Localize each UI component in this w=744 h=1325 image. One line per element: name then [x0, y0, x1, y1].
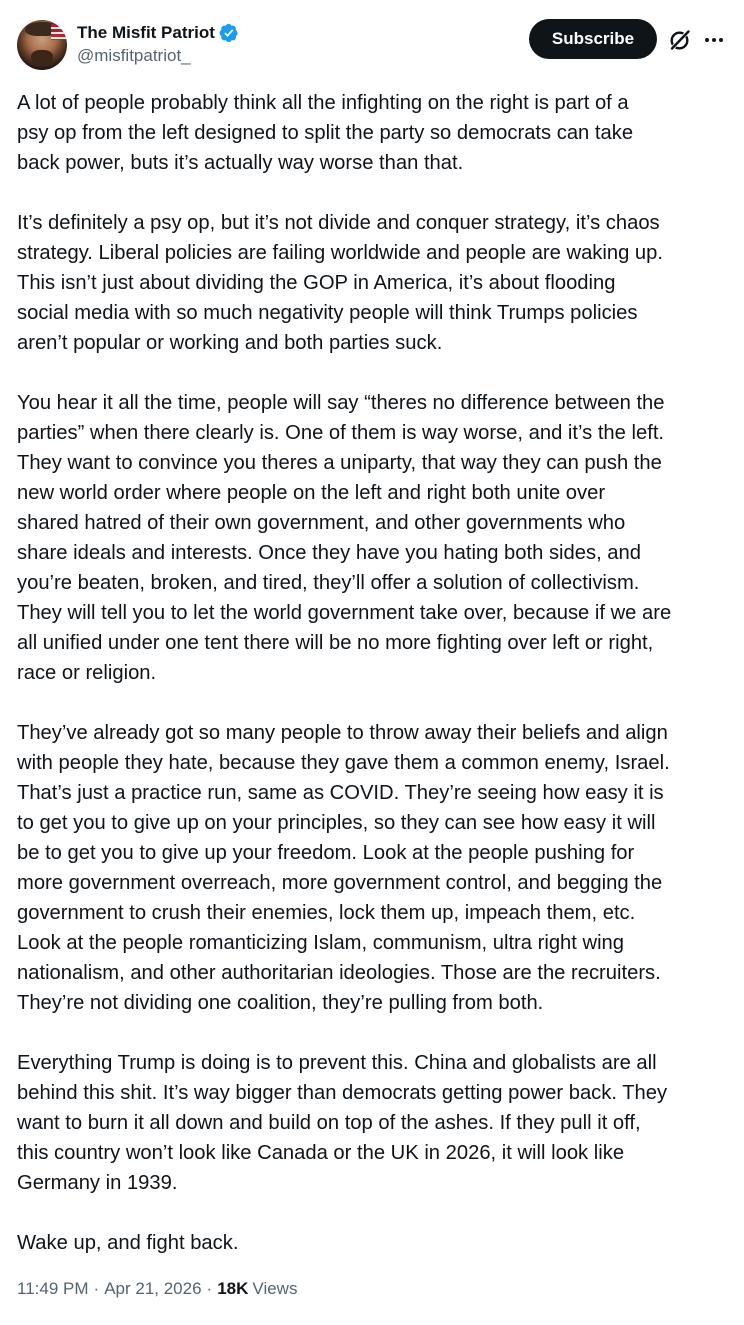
tweet-time[interactable]: 11:49 PM: [17, 1279, 89, 1298]
more-dots-icon: [704, 37, 724, 43]
avatar[interactable]: [17, 20, 67, 70]
tweet-meta: [17, 1279, 297, 1299]
tweet-text: [17, 88, 729, 1258]
tweet-header: [17, 19, 727, 71]
paragraph: Wake up, and fight back.: [17, 1232, 239, 1254]
verified-badge-icon: [219, 23, 239, 43]
paragraph: Everything Trump is doing is to prevent this. China and globalists are all behind this shit. It’s way bigger than democrats getting power back. They want to burn it all down and build on top of the ashes. If they pull it off, this country won’t look like Canada or the UK in 2026, it will look like Germany in 1939.: [17, 1052, 668, 1194]
avatar-flag: [51, 24, 67, 40]
meta-separator: ·: [206, 1279, 213, 1298]
views-count[interactable]: 18K: [217, 1279, 249, 1298]
tweet-date[interactable]: Apr 21, 2026: [104, 1279, 202, 1298]
grok-icon[interactable]: [667, 27, 693, 53]
name-row: [77, 21, 239, 45]
paragraph: They’ve already got so many people to throw away their beliefs and align with people they hate, because they gave them a common enemy, Israel. That’s just a practice run, same as COVID. They’re seeing how easy it is to get you to give up on your principles, so they can see how easy it will be to get you to give up your freedom. Look at the people pushing for more government overreach, more government control, and begging the government to crush their enemies, lock them up, impeach them, etc. Look at the people romanticizing Islam, communism, ultra right wing nationalism, and other authoritarian ideologies. Those are the recruiters. They’re not dividing one coalition, they’re pulling from both.: [17, 722, 670, 1014]
handle[interactable]: @misfitpatriot_: [77, 46, 191, 65]
paragraph: A lot of people probably think all the infighting on the right is part of a psy op from the left designed to split the party so democrats can take back power, buts it’s actually way worse than that.: [17, 92, 634, 174]
paragraph: You hear it all the time, people will say “theres no difference between the parties” when there clearly is. One of them is way worse, and it’s the left. They want to convince you theres a uniparty, that way they can push the new world order where people on the left and right both unite over shared hatred of their own government, and other governments who share ideals and interests. Once they have you hating both sides, and you’re beaten, broken, and tired, they’ll offer a solution of collectivism. They will tell you to let the world government take over, because if we are all unified under one tent there will be no more fighting over left or right, race or religion.: [17, 392, 672, 684]
display-name[interactable]: The Misfit Patriot: [77, 23, 215, 42]
meta-separator: ·: [93, 1279, 100, 1298]
subscribe-button[interactable]: Subscribe: [529, 19, 657, 59]
paragraph: It’s definitely a psy op, but it’s not divide and conquer strategy, it’s chaos strategy. Liberal policies are failing worldwide and people are waking up. This isn’t just about dividing the GOP in America, it’s about flooding social media with so much negativity people will think Trumps policies aren’t popular or working and both parties suck.: [17, 212, 663, 354]
avatar-beard: [31, 50, 53, 66]
more-icon[interactable]: [701, 28, 727, 52]
author-block: [77, 21, 239, 66]
views-label[interactable]: Views: [252, 1279, 298, 1298]
